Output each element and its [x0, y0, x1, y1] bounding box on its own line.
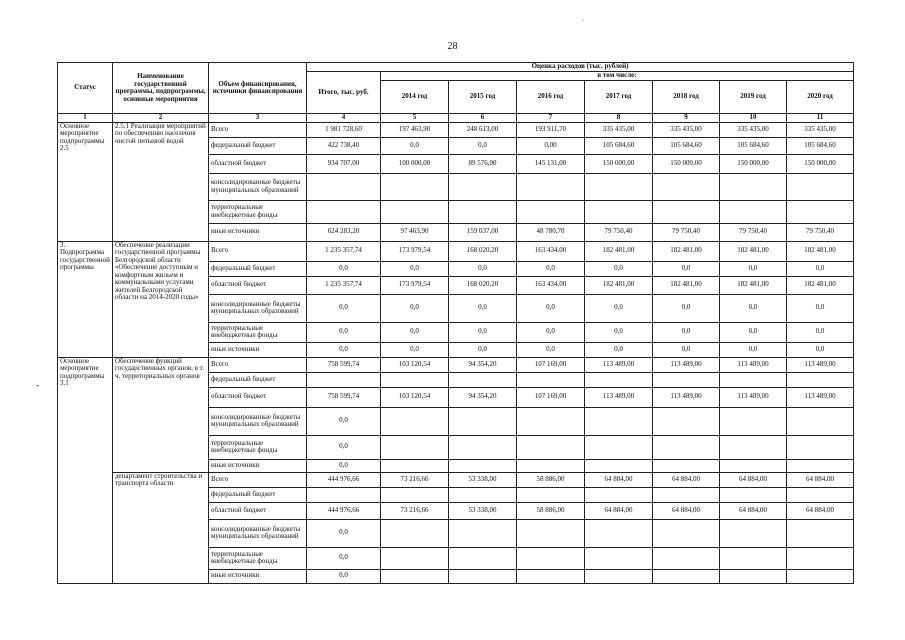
year-value-cell: 248 613,00	[449, 122, 517, 137]
year-value-cell: 0,0	[720, 322, 787, 342]
source-cell: территориальные внебюджетные фонды	[209, 200, 307, 223]
total-value-cell: 1 981 728,60	[307, 122, 381, 137]
year-value-cell: 182 481,00	[653, 276, 720, 294]
year-value-cell: 113 489,00	[787, 387, 854, 407]
year-value-cell	[517, 435, 585, 459]
year-value-cell: 0,0	[449, 137, 517, 154]
header-estimate: Оценка расходов (тыс. рублей)	[307, 63, 854, 72]
year-value-cell: 0,00	[517, 137, 585, 154]
year-value-cell	[585, 459, 653, 472]
year-value-cell: 0,0	[787, 322, 854, 342]
year-value-cell	[381, 547, 449, 569]
year-value-cell: 0,0	[720, 342, 787, 357]
source-cell: Всего	[209, 241, 307, 261]
total-value-cell: 444 976,66	[307, 502, 381, 519]
year-value-cell: 0,0	[381, 322, 449, 342]
year-value-cell	[653, 487, 720, 502]
status-cell: Основное мероприятие подпрограммы 3.1	[58, 357, 113, 583]
header-year: 2014 год	[381, 81, 449, 114]
year-value-cell	[787, 459, 854, 472]
year-value-cell	[517, 569, 585, 583]
column-number: 9	[653, 114, 720, 123]
year-value-cell: 64 884,00	[720, 472, 787, 487]
total-value-cell: 758 599,74	[307, 387, 381, 407]
table-row	[58, 357, 854, 372]
year-value-cell: 105 684,60	[653, 137, 720, 154]
year-value-cell: 0,0	[585, 294, 653, 322]
year-value-cell: 163 434,00	[517, 241, 585, 261]
year-value-cell: 182 481,00	[720, 276, 787, 294]
year-value-cell: 0,0	[381, 137, 449, 154]
year-value-cell: 193 911,70	[517, 122, 585, 137]
year-value-cell: 79 750,40	[787, 223, 854, 241]
year-value-cell: 145 131,00	[517, 154, 585, 173]
source-cell: Всего	[209, 357, 307, 372]
year-value-cell: 64 884,00	[787, 502, 854, 519]
year-value-cell: 103 120,54	[381, 387, 449, 407]
year-value-cell	[449, 569, 517, 583]
source-cell: иные источники	[209, 223, 307, 241]
year-value-cell: 0,0	[787, 261, 854, 276]
year-value-cell: 73 216,66	[381, 472, 449, 487]
year-value-cell	[585, 200, 653, 223]
source-cell: иные источники	[209, 342, 307, 357]
source-cell: территориальные внебюджетные фонды	[209, 435, 307, 459]
year-value-cell	[585, 435, 653, 459]
year-value-cell	[787, 200, 854, 223]
year-value-cell: 182 481,00	[720, 241, 787, 261]
year-value-cell	[653, 407, 720, 435]
year-value-cell: 100 000,00	[381, 154, 449, 173]
page-number: 28	[447, 41, 458, 52]
year-value-cell: 182 481,00	[787, 241, 854, 261]
year-value-cell: 113 489,00	[585, 387, 653, 407]
year-value-cell: 105 684,60	[585, 137, 653, 154]
year-value-cell	[517, 487, 585, 502]
column-number: 8	[585, 114, 653, 123]
year-value-cell: 335 435,00	[720, 122, 787, 137]
year-value-cell: 64 884,00	[653, 472, 720, 487]
source-cell: областной бюджет	[209, 387, 307, 407]
year-value-cell: 0,0	[787, 342, 854, 357]
header-program-name: Наименование государственной программы, подпрограммы, основные мероприятия	[113, 63, 209, 114]
year-value-cell: 64 884,00	[720, 502, 787, 519]
year-value-cell	[585, 487, 653, 502]
header-year: 2015 год	[449, 81, 517, 114]
column-number: 2	[113, 114, 209, 123]
total-value-cell	[307, 173, 381, 200]
total-value-cell: 1 235 357,74	[307, 276, 381, 294]
year-value-cell	[653, 519, 720, 547]
year-value-cell	[653, 200, 720, 223]
table-row	[58, 122, 854, 137]
source-cell: областной бюджет	[209, 502, 307, 519]
total-value-cell: 422 738,40	[307, 137, 381, 154]
year-value-cell: 53 338,00	[449, 502, 517, 519]
year-value-cell: 0,0	[381, 261, 449, 276]
year-value-cell	[720, 459, 787, 472]
total-value-cell: 0,0	[307, 342, 381, 357]
year-value-cell: 58 886,00	[517, 502, 585, 519]
year-value-cell	[585, 173, 653, 200]
year-value-cell: 105 684,60	[720, 137, 787, 154]
year-value-cell: 94 354,20	[449, 387, 517, 407]
year-value-cell: 0,0	[517, 261, 585, 276]
year-value-cell	[720, 200, 787, 223]
year-value-cell: 113 489,00	[720, 357, 787, 372]
header-year: 2019 год	[720, 81, 787, 114]
source-cell: Всего	[209, 472, 307, 487]
table-body	[58, 122, 854, 583]
year-value-cell: 113 489,00	[787, 357, 854, 372]
source-cell: консолидированные бюджеты муниципальных образований	[209, 407, 307, 435]
year-value-cell	[381, 459, 449, 472]
program-name-cell: департамент строительства и транспорта области	[113, 472, 209, 583]
year-value-cell	[720, 372, 787, 387]
year-value-cell	[585, 519, 653, 547]
year-value-cell: 79 750,40	[653, 223, 720, 241]
year-value-cell: 150 000,00	[720, 154, 787, 173]
year-value-cell	[517, 519, 585, 547]
year-value-cell: 107 169,00	[517, 387, 585, 407]
year-value-cell: 79 750,40	[585, 223, 653, 241]
header-sources: Объем финансирования, источники финансирования	[209, 63, 307, 114]
year-value-cell: 73 216,66	[381, 502, 449, 519]
year-value-cell: 173 979,54	[381, 241, 449, 261]
year-value-cell: 150 000,00	[653, 154, 720, 173]
year-value-cell	[787, 435, 854, 459]
header-including: в том числе:	[381, 72, 854, 81]
year-value-cell	[720, 407, 787, 435]
year-value-cell: 335 435,00	[653, 122, 720, 137]
year-value-cell: 64 884,00	[585, 502, 653, 519]
year-value-cell: 0,0	[720, 261, 787, 276]
year-value-cell	[653, 569, 720, 583]
total-value-cell: 0,0	[307, 459, 381, 472]
year-value-cell: 335 435,00	[585, 122, 653, 137]
year-value-cell	[517, 372, 585, 387]
source-cell: консолидированные бюджеты муниципальных образований	[209, 173, 307, 200]
year-value-cell	[517, 407, 585, 435]
column-number: 4	[307, 114, 381, 123]
year-value-cell	[787, 372, 854, 387]
year-value-cell: 182 481,00	[585, 241, 653, 261]
year-value-cell: 0,0	[517, 342, 585, 357]
year-value-cell: 182 481,00	[787, 276, 854, 294]
year-value-cell: 103 120,54	[381, 357, 449, 372]
year-value-cell: 94 354,20	[449, 357, 517, 372]
year-value-cell: 64 884,00	[787, 472, 854, 487]
column-number: 6	[449, 114, 517, 123]
year-value-cell	[381, 519, 449, 547]
total-value-cell: 0,0	[307, 569, 381, 583]
source-cell: консолидированные бюджеты муниципальных образований	[209, 519, 307, 547]
total-value-cell: 624 283,20	[307, 223, 381, 241]
table-row	[58, 241, 854, 261]
scan-speck: .	[583, 17, 585, 23]
year-value-cell	[517, 200, 585, 223]
year-value-cell	[381, 435, 449, 459]
year-value-cell	[585, 372, 653, 387]
year-value-cell: 0,0	[517, 322, 585, 342]
year-value-cell: 107 169,00	[517, 357, 585, 372]
year-value-cell	[720, 173, 787, 200]
year-value-cell: 64 884,00	[585, 472, 653, 487]
program-name-cell: 2.5.1 Реализация мероприятий по обеспечению населения чистой питьевой водой	[113, 122, 209, 241]
year-value-cell: 0,0	[449, 261, 517, 276]
header-total: Итого, тыс. руб.	[307, 72, 381, 114]
table-row	[58, 472, 854, 487]
year-value-cell: 105 684,60	[787, 137, 854, 154]
year-value-cell	[449, 519, 517, 547]
year-value-cell	[787, 407, 854, 435]
total-value-cell	[307, 487, 381, 502]
source-cell: территориальные внебюджетные фонды	[209, 547, 307, 569]
source-cell: Всего	[209, 122, 307, 137]
year-value-cell	[381, 372, 449, 387]
year-value-cell: 0,0	[381, 294, 449, 322]
year-value-cell	[449, 173, 517, 200]
year-value-cell: 79 750,40	[720, 223, 787, 241]
source-cell: иные источники	[209, 459, 307, 472]
year-value-cell: 182 481,00	[653, 241, 720, 261]
source-cell: консолидированные бюджеты муниципальных образований	[209, 294, 307, 322]
year-value-cell: 163 434,00	[517, 276, 585, 294]
source-cell: территориальные внебюджетные фонды	[209, 322, 307, 342]
year-value-cell	[585, 547, 653, 569]
total-value-cell: 0,0	[307, 435, 381, 459]
year-value-cell: 0,0	[585, 322, 653, 342]
total-value-cell: 0,0	[307, 547, 381, 569]
year-value-cell: 97 463,90	[381, 223, 449, 241]
year-value-cell: 0,0	[653, 342, 720, 357]
year-value-cell: 113 489,00	[720, 387, 787, 407]
year-value-cell: 0,0	[787, 294, 854, 322]
year-value-cell: 58 886,00	[517, 472, 585, 487]
year-value-cell	[517, 173, 585, 200]
year-value-cell: 0,0	[381, 342, 449, 357]
year-value-cell	[653, 372, 720, 387]
year-value-cell: 53 338,00	[449, 472, 517, 487]
year-value-cell: 150 000,00	[585, 154, 653, 173]
year-value-cell	[381, 407, 449, 435]
year-value-cell	[653, 173, 720, 200]
column-number: 11	[787, 114, 854, 123]
year-value-cell	[720, 547, 787, 569]
year-value-cell: 173 979,54	[381, 276, 449, 294]
source-cell: областной бюджет	[209, 276, 307, 294]
year-value-cell	[585, 407, 653, 435]
year-value-cell	[787, 487, 854, 502]
year-value-cell: 64 884,00	[653, 502, 720, 519]
source-cell: федеральный бюджет	[209, 137, 307, 154]
source-cell: иные источники	[209, 569, 307, 583]
total-value-cell: 0,0	[307, 322, 381, 342]
column-number: 10	[720, 114, 787, 123]
total-value-cell	[307, 200, 381, 223]
year-value-cell	[585, 569, 653, 583]
year-value-cell: 150 000,00	[787, 154, 854, 173]
header-year: 2020 год	[787, 81, 854, 114]
column-number: 7	[517, 114, 585, 123]
year-value-cell	[381, 173, 449, 200]
total-value-cell: 0,0	[307, 294, 381, 322]
year-value-cell: 0,0	[585, 261, 653, 276]
year-value-cell: 0,0	[653, 261, 720, 276]
year-value-cell: 335 435,00	[787, 122, 854, 137]
budget-table	[57, 62, 854, 584]
year-value-cell: 0,0	[449, 322, 517, 342]
header-year: 2017 год	[585, 81, 653, 114]
year-value-cell: 0,0	[720, 294, 787, 322]
year-value-cell	[720, 487, 787, 502]
column-number: 1	[58, 114, 113, 123]
total-value-cell: 758 599,74	[307, 357, 381, 372]
year-value-cell	[449, 372, 517, 387]
year-value-cell: 168 020,20	[449, 276, 517, 294]
status-cell: Основное мероприятие подпрограммы 2.5	[58, 122, 113, 241]
year-value-cell	[720, 519, 787, 547]
year-value-cell	[653, 459, 720, 472]
year-value-cell	[381, 569, 449, 583]
year-value-cell: 168 020,20	[449, 241, 517, 261]
year-value-cell: 0,0	[517, 294, 585, 322]
year-value-cell	[381, 200, 449, 223]
source-cell: федеральный бюджет	[209, 487, 307, 502]
total-value-cell: 1 235 357,74	[307, 241, 381, 261]
program-name-cell: Обеспечение функций государственных органов, в т. ч. территориальных органов	[113, 357, 209, 472]
year-value-cell: 0,0	[653, 322, 720, 342]
year-value-cell: 159 037,00	[449, 223, 517, 241]
header-status: Статус	[58, 63, 113, 114]
year-value-cell: 197 463,90	[381, 122, 449, 137]
year-value-cell	[787, 569, 854, 583]
total-value-cell: 934 707,00	[307, 154, 381, 173]
year-value-cell	[787, 547, 854, 569]
year-value-cell	[787, 519, 854, 547]
total-value-cell: 0,0	[307, 407, 381, 435]
year-value-cell	[517, 547, 585, 569]
source-cell: федеральный бюджет	[209, 261, 307, 276]
year-value-cell: 113 489,00	[653, 357, 720, 372]
year-value-cell: 113 489,00	[653, 387, 720, 407]
column-number: 3	[209, 114, 307, 123]
status-cell: 3. Подпрограмма государственной программы	[58, 241, 113, 357]
header-year: 2016 год	[517, 81, 585, 114]
total-value-cell: 0,0	[307, 519, 381, 547]
total-value-cell: 444 976,66	[307, 472, 381, 487]
year-value-cell: 182 481,00	[585, 276, 653, 294]
source-cell: федеральный бюджет	[209, 372, 307, 387]
year-value-cell	[449, 547, 517, 569]
header-year: 2018 год	[653, 81, 720, 114]
year-value-cell	[449, 200, 517, 223]
total-value-cell	[307, 372, 381, 387]
year-value-cell	[381, 487, 449, 502]
table-header	[58, 63, 854, 123]
year-value-cell: 0,0	[449, 342, 517, 357]
year-value-cell	[720, 569, 787, 583]
year-value-cell	[517, 459, 585, 472]
year-value-cell	[720, 435, 787, 459]
program-name-cell: Обеспечение реализации государственной программы Белгородской области «Обеспечение доступным и комфортным жильем и коммунальными услугами жителей Белгородской области на 2014-2020 годы»	[113, 241, 209, 357]
year-value-cell: 0,0	[653, 294, 720, 322]
margin-mark: -	[36, 380, 39, 390]
year-value-cell: 0,0	[449, 294, 517, 322]
year-value-cell	[449, 435, 517, 459]
source-cell: областной бюджет	[209, 154, 307, 173]
year-value-cell: 48 780,70	[517, 223, 585, 241]
year-value-cell	[449, 407, 517, 435]
year-value-cell	[653, 435, 720, 459]
year-value-cell	[449, 459, 517, 472]
year-value-cell	[653, 547, 720, 569]
year-value-cell	[449, 487, 517, 502]
year-value-cell	[787, 173, 854, 200]
year-value-cell: 0,0	[585, 342, 653, 357]
total-value-cell: 0,0	[307, 261, 381, 276]
year-value-cell: 89 576,00	[449, 154, 517, 173]
year-value-cell: 113 489,00	[585, 357, 653, 372]
column-number: 5	[381, 114, 449, 123]
